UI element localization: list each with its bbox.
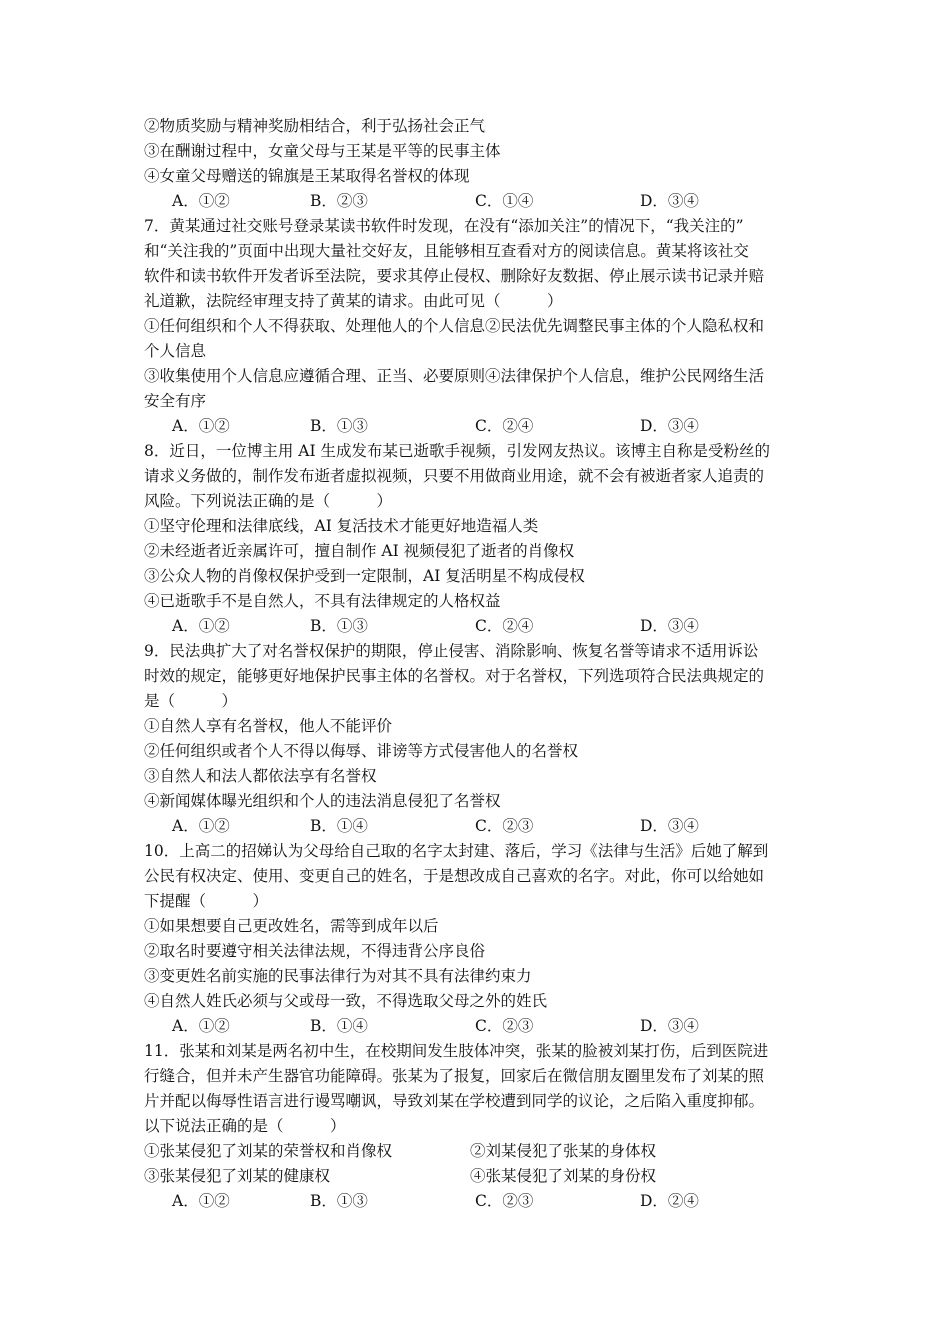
option-c[interactable]: C．②③ [475,817,534,835]
question-stem: 10．上高二的招娣认为父母给自己取的名字太封建、落后，学习《法律与生活》后她了解到 [144,842,769,860]
question-stem: 以下说法正确的是（ ） [144,1117,346,1135]
statement: ②任何组织或者个人不得以侮辱、诽谤等方式侵害他人的名誉权 [144,742,579,760]
question-stem: 行缝合，但并未产生器官功能障碍。张某为了报复，回家后在微信朋友圈里发布了刘某的照 [144,1067,765,1085]
option-d[interactable]: D．③④ [640,1017,699,1035]
answer-options [144,1014,814,1039]
option-d[interactable]: D．②④ [640,1192,699,1210]
statement: ③收集使用个人信息应遵循合理、正当、必要原则④法律保护个人信息，维护公民网络生活 [144,367,765,385]
question-stem: 风险。下列说法正确的是（ ） [144,492,393,510]
answer-options [144,414,814,439]
answer-options [144,614,814,639]
statement-pair [144,1164,814,1189]
option-c[interactable]: C．②④ [475,417,534,435]
statement: ②物质奖励与精神奖励相结合，利于弘扬社会正气 [144,117,486,135]
statement: ④女童父母赠送的锦旗是王某取得名誉权的体现 [144,167,470,185]
option-a[interactable]: A．①② [172,1017,230,1035]
statement: ②取名时要遵守相关法律法规，不得违背公序良俗 [144,942,486,960]
option-a[interactable]: A．①② [172,817,230,835]
question-stem: 软件和读书软件开发者诉至法院，要求其停止侵权、删除好友数据、停止展示读书记录并赔 [144,267,765,285]
option-b[interactable]: B．①③ [310,1192,368,1210]
statement: ①任何组织和个人不得获取、处理他人的个人信息②民法优先调整民事主体的个人隐私权和 [144,317,765,335]
statement: ④已逝歌手不是自然人，不具有法律规定的人格权益 [144,592,501,610]
option-c[interactable]: C．①④ [475,192,534,210]
option-d[interactable]: D．③④ [640,817,699,835]
question-stem: 下提醒（ ） [144,892,269,910]
question-stem: 请求义务做的，制作发布逝者虚拟视频，只要不用做商业用途，就不会有被逝者家人追责的 [144,467,765,485]
question-stem: 公民有权决定、使用、变更自己的姓名，于是想改成自己喜欢的名字。对此，你可以给她如 [144,867,765,885]
question-stem: 7．黄某通过社交账号登录某读书软件时发现，在没有“添加关注”的情况下，“我关注的” [144,217,744,235]
statement: ③在酬谢过程中，女童父母与王某是平等的民事主体 [144,142,501,160]
option-a[interactable]: A．①② [172,1192,230,1210]
question-stem: 和“关注我的”页面中出现大量社交好友，且能够相互查看对方的阅读信息。黄某将该社交 [144,242,749,260]
question-stem: 礼道歉，法院经审理支持了黄某的请求。由此可见（ ） [144,292,563,310]
option-b[interactable]: B．①④ [310,1017,368,1035]
statement: ④自然人姓氏必须与父或母一致，不得选取父母之外的姓氏 [144,992,548,1010]
option-c[interactable]: C．②③ [475,1192,534,1210]
statement: ④新闻媒体曝光组织和个人的违法消息侵犯了名誉权 [144,792,501,810]
option-d[interactable]: D．③④ [640,417,699,435]
question-stem: 8．近日，一位博主用 AI 生成发布某已逝歌手视频，引发网友热议。该博主自称是受粉丝的 [144,442,771,460]
answer-options [144,1189,814,1214]
option-c[interactable]: C．②③ [475,1017,534,1035]
statement: ②未经逝者近亲属许可，擅自制作 AI 视频侵犯了逝者的肖像权 [144,542,575,560]
statement: ③张某侵犯了刘某的健康权 [144,1167,331,1185]
statement: ②刘某侵犯了张某的身体权 [470,1142,657,1160]
question-stem: 9．民法典扩大了对名誉权保护的期限，停止侵害、消除影响、恢复名誉等请求不适用诉讼 [144,642,759,660]
question-stem: 11．张某和刘某是两名初中生，在校期间发生肢体冲突，张某的脸被刘某打伤，后到医院进 [144,1042,769,1060]
option-b[interactable]: B．①③ [310,617,368,635]
option-b[interactable]: B．①③ [310,417,368,435]
statement-pair [144,1139,814,1164]
option-d[interactable]: D．③④ [640,192,699,210]
option-b[interactable]: B．①④ [310,817,368,835]
option-a[interactable]: A．①② [172,417,230,435]
option-a[interactable]: A．①② [172,192,230,210]
option-b[interactable]: B．②③ [310,192,368,210]
statement: ①如果想要自己更改姓名，需等到成年以后 [144,917,439,935]
statement: ④张某侵犯了刘某的身份权 [470,1167,657,1185]
statement: ③公众人物的肖像权保护受到一定限制，AI 复活明星不构成侵权 [144,567,585,585]
statement: ③自然人和法人都依法享有名誉权 [144,767,377,785]
statement: ①坚守伦理和法律底线，AI 复活技术才能更好地造福人类 [144,517,539,535]
question-stem: 时效的规定，能够更好地保护民事主体的名誉权。对于名誉权，下列选项符合民法典规定的 [144,667,765,685]
option-a[interactable]: A．①② [172,617,230,635]
statement: 个人信息 [144,342,207,360]
option-d[interactable]: D．③④ [640,617,699,635]
question-stem: 片并配以侮辱性语言进行谩骂嘲讽，导致刘某在学校遭到同学的议论，之后陷入重度抑郁。 [144,1092,765,1110]
statement: 安全有序 [144,392,207,410]
statement: ①张某侵犯了刘某的荣誉权和肖像权 [144,1142,393,1160]
statement: ③变更姓名前实施的民事法律行为对其不具有法律约束力 [144,967,532,985]
answer-options [144,814,814,839]
question-stem: 是（ ） [144,692,238,710]
statement: ①自然人享有名誉权，他人不能评价 [144,717,393,735]
answer-options [144,189,814,214]
question-list [144,114,814,1214]
option-c[interactable]: C．②④ [475,617,534,635]
